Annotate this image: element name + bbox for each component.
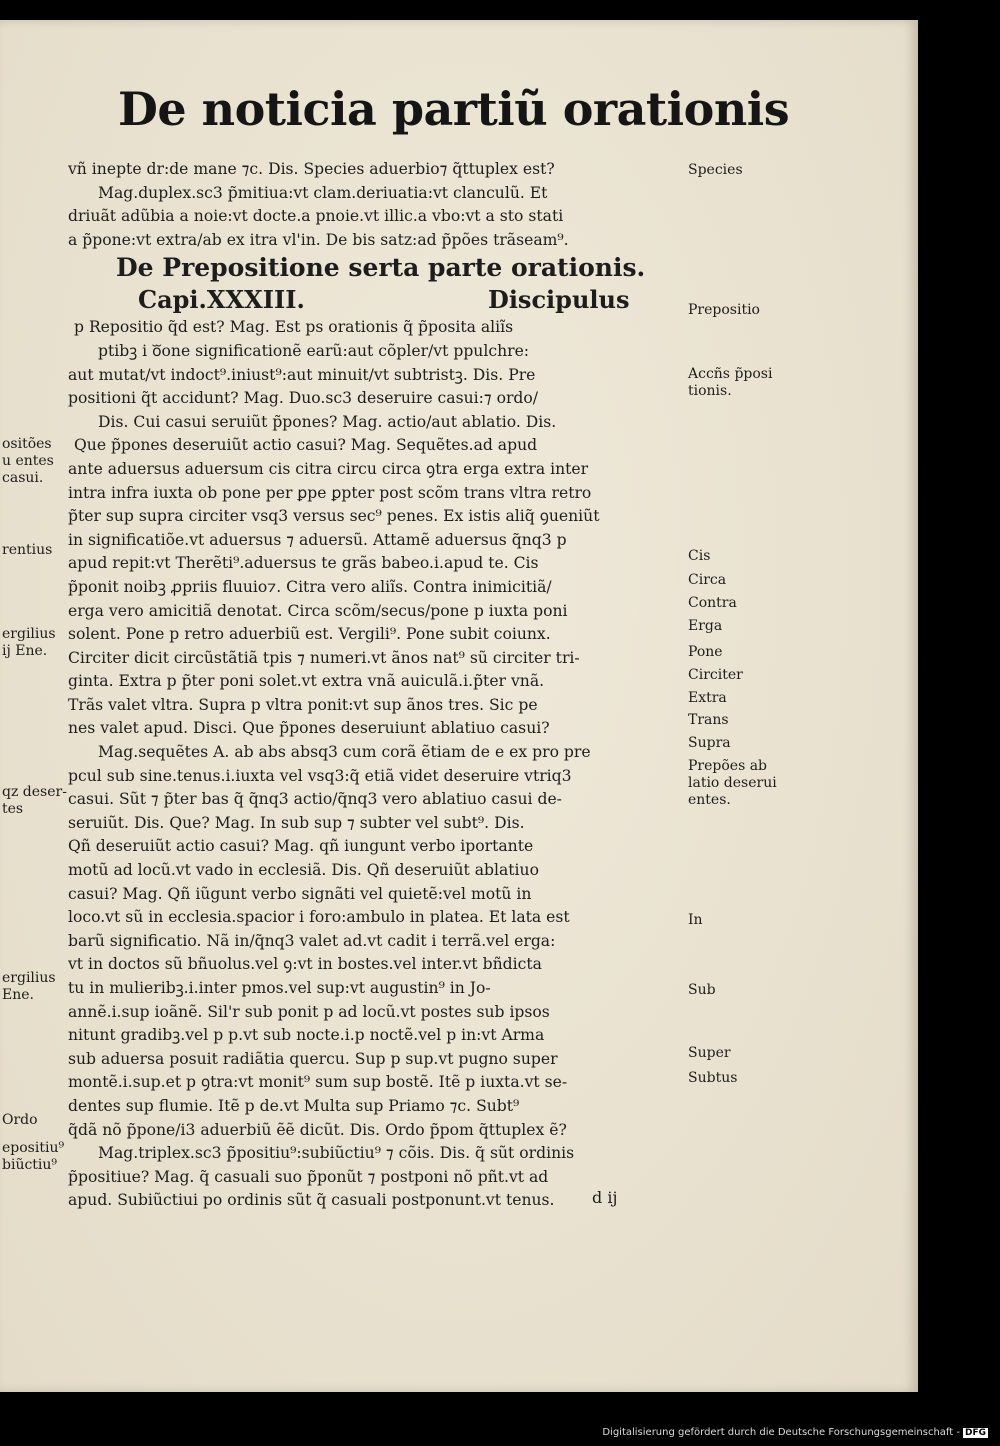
margin-note: Trans	[688, 712, 729, 728]
margin-note: Circa	[688, 572, 727, 588]
margin-note: Supra	[688, 735, 731, 751]
text-line: a p̃pone:vt extra/ab ex itra vl'in. De bis satz:ad p̃pões trãseam⁹.	[68, 230, 569, 249]
margin-note: ergilius ij Ene.	[2, 626, 56, 659]
text-line: motũ ad locũ.vt vado in ecclesiã. Dis. Qñ deseruiũt ablatiuo	[68, 861, 539, 880]
chapter-heading	[68, 284, 688, 316]
margin-note: Subtus	[688, 1070, 738, 1086]
text-line: nes valet apud. Disci. Que p̃pones deseruiunt ablatiuo casui?	[68, 719, 550, 738]
text-line: loco.vt sũ in ecclesia.spacior i foro:ambulo in platea. Et lata est	[68, 908, 570, 927]
running-header: De noticia partiũ orationis	[118, 82, 790, 136]
text-line: tu in mulieribꝫ.i.inter pmos.vel sup:vt augustin⁹ in Jo-	[68, 979, 491, 997]
text-line: p̃ter sup supra circiter vsq3 versus sec⁹ penes. Ex istis aliq̃ ꝯueniũt	[68, 507, 600, 526]
text-line: ginta. Extra p p̃ter poni solet.vt extra vnã auiculã.i.p̃ter vnã.	[68, 672, 545, 691]
text-line: Mag.triplex.sc3 p̃positiu⁹:subiũctiu⁹ ⁊ cõis. Dis. q̃ sũt ordinis	[98, 1144, 575, 1163]
text-line: ante aduersus aduersum cis citra circu circa ꝯtra erga extra inter	[68, 459, 589, 478]
text-line: casui? Mag. Qñ iũgunt verbo signãti vel quietẽ:vel motũ in	[68, 884, 532, 903]
text-line: sub aduersa posuit radiãtia quercu. Sup p sup.vt pugno super	[68, 1049, 558, 1068]
margin-note: Prepositio	[688, 302, 760, 318]
margin-note: Cis	[688, 548, 711, 564]
section-heading: De Prepositione serta parte orationis.	[116, 253, 646, 283]
text-line: Qñ deseruiũt actio casui? Mag. qñ iungunt verbo iportante	[68, 837, 534, 856]
text-line: casui. Sũt ⁊ p̃ter bas q̃ q̃nq3 actio/q̃nq3 vero ablatiuo casui de-	[68, 790, 562, 809]
text-line: vt in doctos sũ bñuolus.vel ꝯ:vt in bostes.vel inter.vt bñdicta	[68, 955, 542, 974]
text-line: montẽ.i.sup.et p ꝯtra:vt monit⁹ sum sup bostẽ. Itẽ p iuxta.vt se-	[68, 1073, 568, 1092]
text-line: Mag.duplex.sc3 p̃mitiua:vt clam.deriuatia:vt clanculũ. Et	[98, 183, 548, 202]
margin-note: Pone	[688, 644, 723, 660]
margin-note: Circiter	[688, 667, 743, 683]
margin-note: qz deser- tes	[2, 784, 67, 817]
text-line: barũ significatio. Nã in/q̃nq3 valet ad.vt cadit i terrã.vel erga:	[68, 931, 556, 950]
margin-note: Sub	[688, 982, 716, 998]
margin-note: epositiu⁹ biũctiu⁹	[2, 1140, 65, 1173]
text-line: Que p̃pones deseruiũt actio casui? Mag. Sequẽtes.ad apud	[74, 436, 538, 455]
text-line: intra infra iuxta ob pone per ꝑpe ꝑpter post scõm trans vltra retro	[68, 483, 592, 502]
text-line: dentes sup flumie. Itẽ p de.vt Multa sup Priamo ⁊c. Subt⁹	[68, 1096, 520, 1115]
margin-note: Super	[688, 1045, 731, 1061]
text-line: apud. Subiũctiui po ordinis sũt q̃ casuali postponunt.vt tenus.	[68, 1191, 555, 1210]
text-line: aut mutat/vt indoct⁹.iniust⁹:aut minuit/vt subtristꝫ. Dis. Pre	[68, 365, 536, 384]
margin-note: Prepões ab latio deserui entes.	[688, 758, 777, 808]
text-line: Dis. Cui casui seruiũt p̃pones? Mag. actio/aut ablatio. Dis.	[98, 412, 557, 431]
margin-note: ositões u entes casui.	[2, 436, 54, 486]
chapter-number: Capi.XXXIII.	[138, 285, 305, 315]
text-line: apud repit:vt Therẽti⁹.aduersus te grãs babeo.i.apud te. Cis	[68, 554, 539, 573]
text-line: p̃positiue? Mag. q̃ casuali suo p̃ponũt ⁊ postponi nõ pñt.vt ad	[68, 1167, 549, 1186]
text-line: ptibꝫ i oᷓone significationẽ earũ:aut cõpler/vt ppulchre:	[98, 341, 530, 360]
text-line: erga vero amicitiã denotat. Circa scõm/secus/pone p iuxta poni	[68, 601, 568, 620]
text-line: in significatiõe.vt aduersus ⁊ aduersũ. Attamẽ aduersus q̃nq3 p	[68, 530, 567, 549]
text-line: seruiũt. Dis. Que? Mag. In sub sup ⁊ subter vel subt⁹. Dis.	[68, 813, 525, 832]
margin-note: Contra	[688, 595, 737, 611]
margin-note: ergilius Ene.	[2, 970, 56, 1003]
text-line: p Repositio q̃d est? Mag. Est ps orationis q̃ p̃posita aliĩs	[74, 318, 514, 337]
text-line: q̃dã nõ p̃pone/i3 aduerbiũ ẽẽ dicũt. Dis. Ordo p̃pom q̃ttuplex ẽ?	[68, 1120, 567, 1139]
margin-note: In	[688, 912, 703, 928]
footer-text: Digitalisierung gefördert durch die Deutsche Forschungsgemeinschaft -	[602, 1427, 960, 1438]
text-line: Circiter dicit circũstãtiã tpis ⁊ numeri.vt ãnos nat⁹ sũ circiter tri-	[68, 648, 580, 667]
text-line: nitunt gradibꝫ.vel p p.vt sub nocte.i.p noctẽ.vel p in:vt Arma	[68, 1026, 545, 1045]
margin-note: Erga	[688, 618, 723, 634]
text-line: Trãs valet vltra. Supra p vltra ponit:vt sup ãnos tres. Sic pe	[68, 695, 538, 714]
text-block	[68, 158, 688, 1213]
speaker-label: Discipulus	[488, 285, 630, 315]
dfg-logo: DFG	[964, 1428, 986, 1438]
book-page	[0, 20, 918, 1392]
margin-note: rentius	[2, 542, 53, 558]
text-line: annẽ.i.sup ioãnẽ. Sil'r sub ponit p ad locũ.vt postes sub ipsos	[68, 1002, 550, 1021]
text-line: vñ inepte dr:de mane ⁊c. Dis. Species aduerbio⁊ q̃ttuplex est?	[68, 160, 555, 178]
text-line: positioni q̃t accidunt? Mag. Duo.sc3 deseruire casui:⁊ ordo/	[68, 389, 539, 408]
margin-note: Species	[688, 162, 743, 178]
margin-note: Extra	[688, 690, 727, 706]
text-line: solent. Pone p retro aduerbiũ est. Vergili⁹. Pone subit coiunx.	[68, 625, 551, 644]
funding-footer	[602, 1427, 988, 1438]
signature-mark: d ij	[592, 1188, 618, 1207]
margin-note: Ordo	[2, 1112, 38, 1128]
text-line: driuãt adũbia a noie:vt docte.a pnoie.vt illic.a vbo:vt a sto stati	[68, 207, 564, 226]
text-line: p̃ponit noibꝫ ꝓpriis fluuio⁊. Citra vero aliĩs. Contra inimicitiã/	[68, 577, 552, 596]
margin-note: Accñs p̃posi tionis.	[688, 366, 773, 399]
text-line: pcul sub sine.tenus.i.iuxta vel vsq3:q̃ etiã videt deseruire vtriq3	[68, 766, 572, 785]
text-line: Mag.sequẽtes A. ab abs absq3 cum corã ẽtiam de e ex pro pre	[98, 743, 591, 762]
